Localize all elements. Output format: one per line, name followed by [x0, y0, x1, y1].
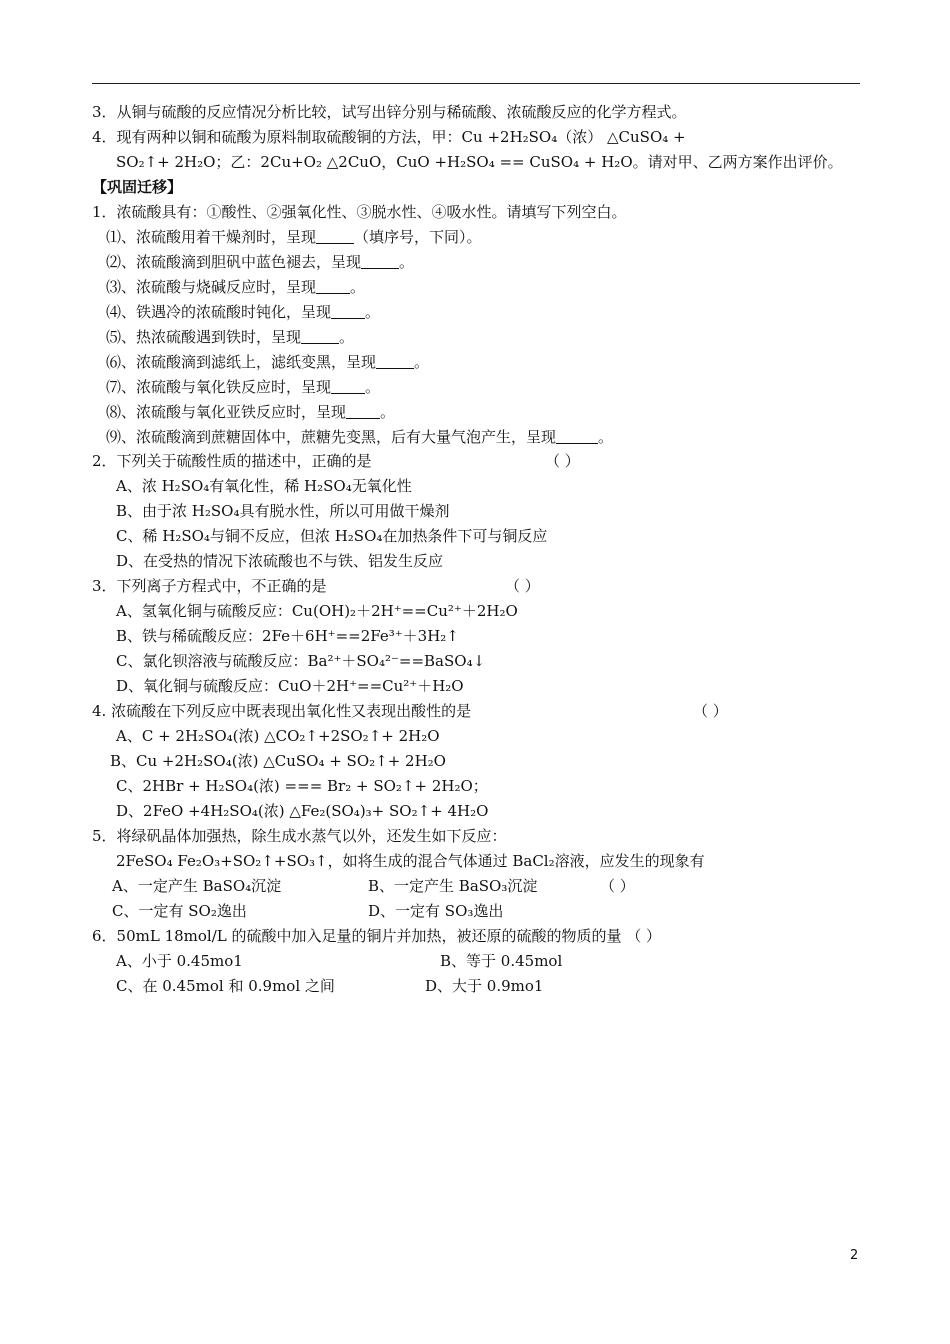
- answer-blank[interactable]: [301, 328, 339, 344]
- q3b-option-a: A、氢氧化铜与硫酸反应：Cu(OH)₂＋2H⁺==Cu²⁺＋2H₂O: [116, 602, 518, 620]
- q3b-option-c: C、氯化钡溶液与硫酸反应：Ba²⁺＋SO₄²⁻==BaSO₄↓: [116, 652, 486, 670]
- q2-option-a: A、浓 H₂SO₄有氧化性，稀 H₂SO₄无氧化性: [116, 477, 412, 495]
- q1-item-3: ⑶、浓硫酸与烧碱反应时，呈现 。: [106, 278, 366, 296]
- q3b-stem: 3．下列离子方程式中，不正确的是: [92, 577, 327, 595]
- q1-item-4: ⑷、铁遇冷的浓硫酸时钝化，呈现 。: [106, 303, 381, 321]
- q1-stem: 1．浓硫酸具有：①酸性、②强氧化性、③脱水性、④吸水性。请填写下列空白。: [92, 203, 627, 221]
- q2-option-d: D、在受热的情况下浓硫酸也不与铁、铝发生反应: [116, 552, 444, 570]
- question-3-text: 3．从铜与硫酸的反应情况分析比较，试写出锌分别与稀硫酸、浓硫酸反应的化学方程式。: [92, 103, 687, 121]
- answer-blank[interactable]: [361, 253, 399, 269]
- answer-blank[interactable]: [331, 303, 365, 319]
- q6-option-b: B、等于 0.45mol: [440, 952, 563, 970]
- q1-item-9: ⑼、浓硫酸滴到蔗糖固体中，蔗糖先变黑，后有大量气泡产生，呈现 。: [106, 428, 614, 446]
- q4b-answer-paren[interactable]: （ ）: [693, 702, 728, 720]
- q1-item-5: ⑸、热浓硫酸遇到铁时，呈现 。: [106, 328, 355, 346]
- q5-answer-paren[interactable]: （ ）: [600, 877, 635, 895]
- section-title: 【巩固迁移】: [92, 178, 183, 196]
- answer-blank[interactable]: [331, 378, 365, 394]
- q3b-answer-paren[interactable]: （ ）: [505, 577, 540, 595]
- q4b-option-d: D、2FeO +4H₂SO₄(浓) △Fe₂(SO₄)₃+ SO₂↑+ 4H₂O: [116, 802, 489, 820]
- page-number: 2: [850, 1248, 859, 1263]
- q2-option-c: C、稀 H₂SO₄与铜不反应，但浓 H₂SO₄在加热条件下可与铜反应: [116, 527, 548, 545]
- q4b-stem: 4. 浓硫酸在下列反应中既表现出氧化性又表现出酸性的是: [92, 702, 472, 720]
- q2-option-b: B、由于浓 H₂SO₄具有脱水性，所以可用做干燥剂: [116, 502, 450, 520]
- q5-equation: 2FeSO₄ Fe₂O₃+SO₂↑+SO₃↑，如将生成的混合气体通过 BaCl₂溶液，应发生的现象有: [116, 852, 705, 870]
- q2-stem: 2．下列关于硫酸性质的描述中，正确的是: [92, 452, 372, 470]
- q4b-option-a: A、C + 2H₂SO₄(浓) △CO₂↑+2SO₂↑+ 2H₂O: [116, 727, 440, 745]
- q2-answer-paren[interactable]: （ ）: [545, 452, 580, 470]
- q3b-option-b: B、铁与稀硫酸反应：2Fe＋6H⁺==2Fe³⁺＋3H₂↑: [116, 627, 459, 645]
- q6-option-a: A、小于 0.45mo1: [116, 952, 243, 970]
- q5-option-a: A、一定产生 BaSO₄沉淀: [112, 877, 282, 895]
- answer-blank[interactable]: [556, 428, 598, 444]
- answer-blank[interactable]: [346, 403, 380, 419]
- q1-item-7: ⑺、浓硫酸与氧化铁反应时，呈现 。: [106, 378, 381, 396]
- q5-stem: 5．将绿矾晶体加强热，除生成水蒸气以外，还发生如下反应：: [92, 827, 507, 845]
- q6-option-c: C、在 0.45mol 和 0.9mol 之间: [116, 977, 335, 995]
- q5-option-c: C、一定有 SO₂逸出: [112, 902, 247, 920]
- q4b-option-b: B、Cu +2H₂SO₄(浓) △CuSO₄ + SO₂↑+ 2H₂O: [110, 752, 446, 770]
- q5-option-d: D、一定有 SO₃逸出: [368, 902, 504, 920]
- q1-item-1: ⑴、浓硫酸用着干燥剂时，呈现 （填序号，下同）。: [106, 228, 482, 246]
- q4b-option-c: C、2HBr + H₂SO₄(浓) === Br₂ + SO₂↑+ 2H₂O；: [116, 777, 488, 795]
- answer-blank[interactable]: [316, 278, 350, 294]
- question-4-line1: 4．现有两种以铜和硫酸为原料制取硫酸铜的方法，甲：Cu +2H₂SO₄（浓） △CuSO₄ +: [92, 128, 686, 146]
- q6-stem: 6．50mL 18mol/L 的硫酸中加入足量的铜片并加热，被还原的硫酸的物质的量 （ ）: [92, 927, 662, 945]
- answer-blank[interactable]: [376, 353, 414, 369]
- q1-item-6: ⑹、浓硫酸滴到滤纸上，滤纸变黑，呈现 。: [106, 353, 430, 371]
- q6-option-d: D、大于 0.9mo1: [425, 977, 544, 995]
- answer-blank[interactable]: [316, 228, 354, 244]
- q5-option-b: B、一定产生 BaSO₃沉淀: [368, 877, 538, 895]
- question-4-line2: SO₂↑+ 2H₂O；乙：2Cu+O₂ △2CuO，CuO +H₂SO₄ == CuSO₄ + H₂O。请对甲、乙两方案作出评价。: [116, 153, 843, 171]
- q3b-option-d: D、氧化铜与硫酸反应：CuO＋2H⁺==Cu²⁺＋H₂O: [116, 677, 464, 695]
- header-rule: [92, 83, 860, 84]
- q1-item-8: ⑻、浓硫酸与氧化亚铁反应时，呈现 。: [106, 403, 396, 421]
- q1-item-2: ⑵、浓硫酸滴到胆矾中蓝色褪去，呈现 。: [106, 253, 415, 271]
